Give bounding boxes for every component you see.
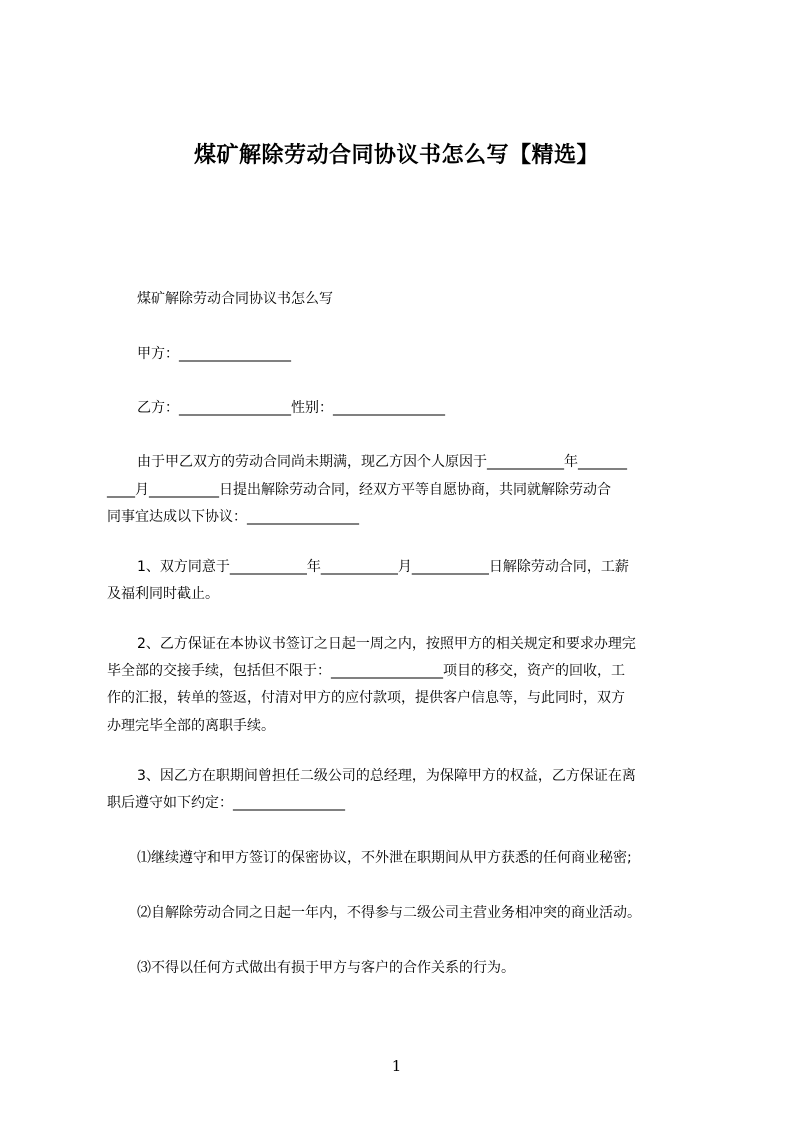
sub-item-1: ⑴继续遵守和甲方签订的保密协议，不外泄在职期间从甲方获悉的任何商业秘密; (137, 850, 632, 866)
sub-item-3: ⑶不得以任何方式做出有损于甲方与客户的合作关系的行为。 (137, 960, 515, 976)
intro-line-3: 同事宜达成以下协议：________________ (107, 509, 359, 525)
document-title: 煤矿解除劳动合同协议书怎么写【精选】 (193, 143, 599, 168)
clause-3-line-1: 3、因乙方在职期间曾担任二级公司的总经理，为保障甲方的权益，乙方保证在离 (137, 768, 636, 784)
clause-1-line-1: 1、双方同意于___________年___________月___________日解除劳动合同，工薪 (137, 559, 629, 575)
intro-line-1: 由于甲乙双方的劳动合同尚未期满，现乙方因个人原因于___________年_______ (137, 454, 627, 470)
party-b-line: 乙方：________________性别：________________ (137, 400, 445, 416)
clause-3-line-2: 职后遵守如下约定：________________ (107, 795, 345, 811)
intro-line-2: ____月__________日提出解除劳动合同，经双方平等自愿协商，共同就解除劳动合 (107, 482, 611, 498)
clause-2-line-3: 作的汇报，转单的签返，付清对甲方的应付款项，提供客户信息等，与此同时，双方 (107, 690, 625, 706)
clause-2-line-1: 2、乙方保证在本协议书签订之日起一周之内，按照甲方的相关规定和要求办理完 (137, 636, 636, 652)
party-a-line: 甲方：________________ (137, 346, 291, 362)
subtitle: 煤矿解除劳动合同协议书怎么写 (137, 291, 333, 307)
clause-1-line-2: 及福利同时截止。 (107, 586, 219, 602)
sub-item-2: ⑵自解除劳动合同之日起一年内，不得参与二级公司主营业务相冲突的商业活动。 (137, 905, 641, 921)
clause-2-line-2: 毕全部的交接手续，包括但不限于：________________项目的移交，资产的回收，工 (107, 663, 625, 679)
clause-2-line-4: 办理完毕全部的离职手续。 (107, 718, 275, 734)
page-number: 1 (391, 1057, 402, 1075)
